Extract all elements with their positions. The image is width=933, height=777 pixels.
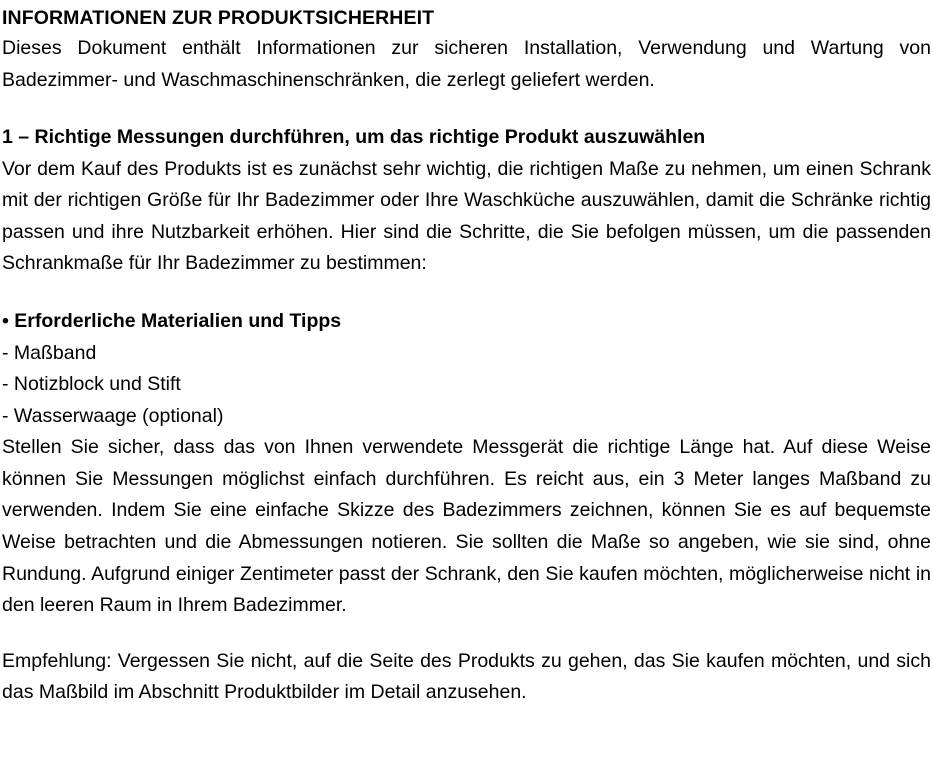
spacer [2,96,931,122]
spacer [2,622,931,646]
list-item: - Maßband [2,341,97,364]
intro-paragraph: Dieses Dokument enthält Informationen zur sicheren Installation, Verwendung und Wartung von Badezimmer- und Waschmaschinenschränken, die zerlegt geliefert werden. [2,36,931,91]
materials-heading: • Erforderliche Materialien und Tipps [2,310,342,332]
list-item: - Wasserwaage (optional) [2,404,224,427]
section-1-paragraph: Vor dem Kauf des Produkts ist es zunächst sehr wichtig, die richtigen Maße zu nehmen, um einen Schrank mit der richtigen Größe für Ihr Badezimmer oder Ihre Waschküche auszuwählen, damit die Schränke richtig passen und ihre Nutzbarkeit erhöhen. Hier sind die Schritte, die Sie befolgen müssen, um die passenden Schrankmaße für Ihr Badezimmer zu bestimmen: [2,157,931,275]
spacer [2,280,931,306]
document-title: INFORMATIONEN ZUR PRODUKTSICHERHEIT [2,7,435,29]
list-item: - Notizblock und Stift [2,373,181,396]
recommendation-paragraph: Empfehlung: Vergessen Sie nicht, auf die Seite des Produkts zu gehen, das Sie kaufen möchten, und sich das Maßbild im Abschnitt Produktbilder im Detail anzusehen. [2,649,931,704]
section-1-heading: 1 – Richtige Messungen durchführen, um das richtige Produkt auszuwählen [2,126,706,149]
materials-paragraph: Stellen Sie sicher, dass das von Ihnen verwendete Messgerät die richtige Länge hat. Auf diese Weise können Sie Messungen möglichst einfach durchführen. Es reicht aus, ein 3 Meter langes Maßband zu verwenden. Indem Sie eine einfache Skizze des Badezimmers zeichnen, können Sie es auf bequemste Weise betrachten und die Abmessungen notieren. Sie sollten die Maße so angeben, wie sie sind, ohne Rundung. Aufgrund einiger Zentimeter passt der Schrank, den Sie kaufen möchten, möglicherweise nicht in den leeren Raum in Ihrem Badezimmer. [2,436,931,617]
